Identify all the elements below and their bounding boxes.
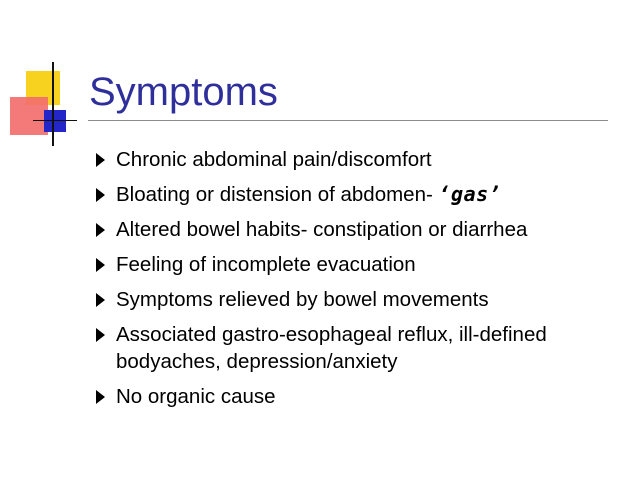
triangle-bullet-icon	[96, 223, 105, 237]
triangle-bullet-icon	[96, 390, 105, 404]
triangle-bullet-icon	[96, 293, 105, 307]
triangle-bullet-icon	[96, 188, 105, 202]
bullet-text: Bloating or distension of abdomen-	[116, 183, 439, 206]
slide-title: Symptoms	[89, 70, 278, 114]
bullet-list	[95, 146, 615, 418]
bullet-item	[95, 383, 615, 410]
logo-horizontal-line	[33, 120, 77, 121]
bullet-item	[95, 286, 615, 313]
bullet-text: Associated gastro-esophageal reflux, ill-defined bodyaches, depression/anxiety	[116, 323, 547, 373]
bullet-text: Chronic abdominal pain/discomfort	[116, 148, 432, 171]
title-underline	[88, 120, 608, 121]
bullet-item	[95, 181, 615, 208]
logo-vertical-line	[52, 62, 54, 146]
logo-blue-square	[44, 110, 66, 132]
triangle-bullet-icon	[96, 328, 105, 342]
bullet-text: Feeling of incomplete evacuation	[116, 253, 416, 276]
bullet-text: Symptoms relieved by bowel movements	[116, 288, 489, 311]
bullet-text: No organic cause	[116, 385, 276, 408]
bullet-text: Altered bowel habits- constipation or diarrhea	[116, 218, 528, 241]
triangle-bullet-icon	[96, 153, 105, 167]
bullet-item	[95, 146, 615, 173]
logo-red-square	[10, 97, 48, 135]
bullet-emphasis: ‘gas’	[438, 182, 502, 206]
bullet-item	[95, 216, 615, 243]
bullet-item	[95, 251, 615, 278]
triangle-bullet-icon	[96, 258, 105, 272]
bullet-item	[95, 321, 615, 375]
